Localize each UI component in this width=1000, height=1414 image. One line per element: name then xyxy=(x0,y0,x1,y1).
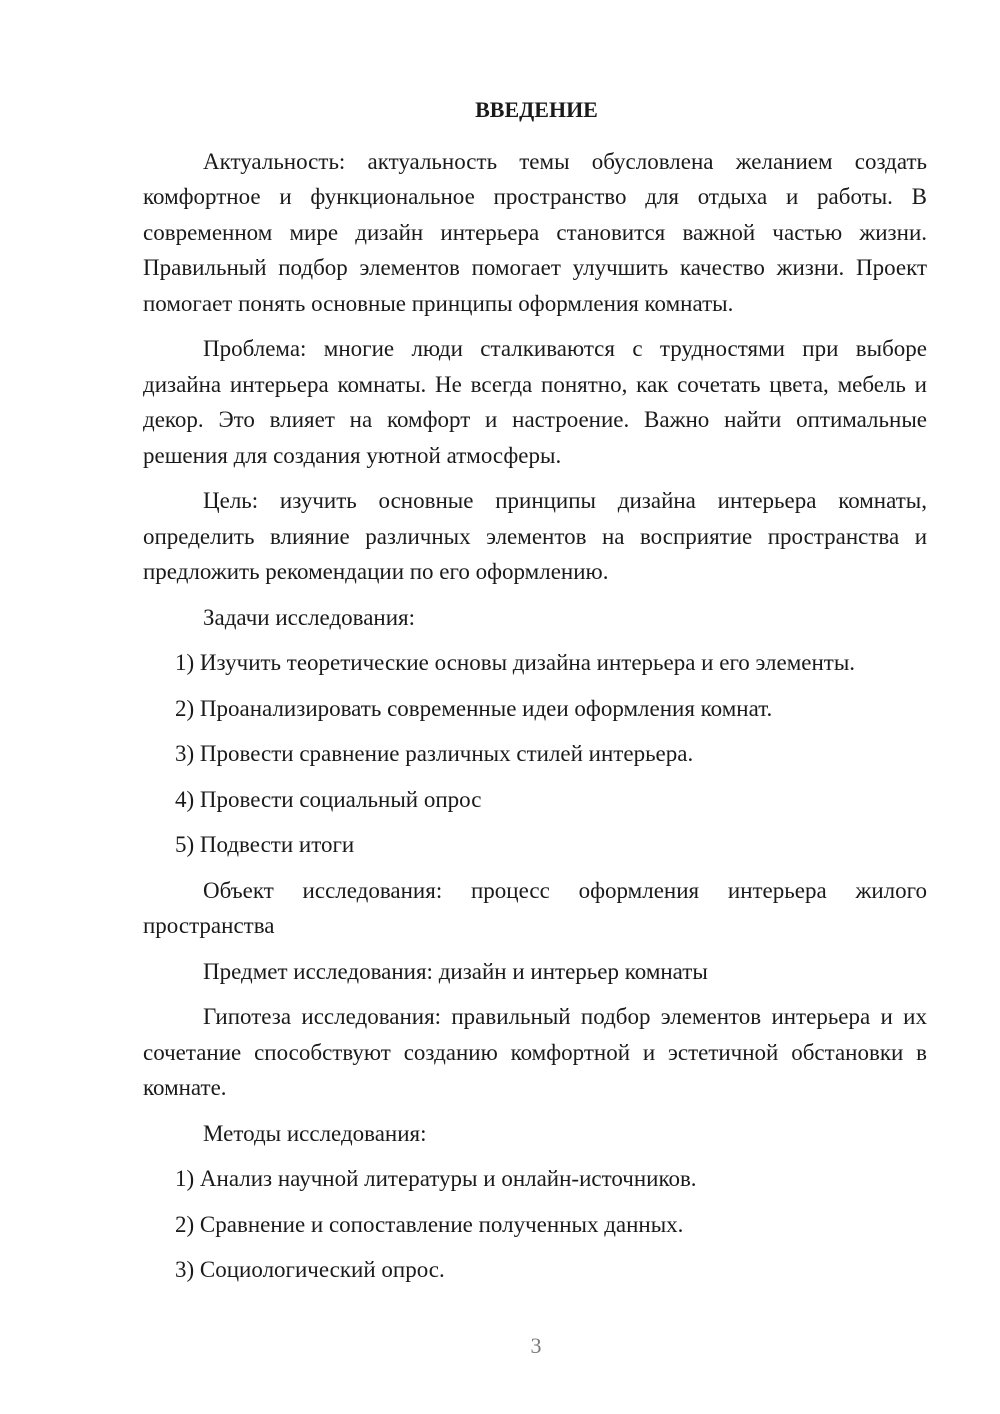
document-body xyxy=(143,92,927,1298)
method-item: 3) Социологический опрос. xyxy=(175,1257,445,1282)
section-title: ВВЕДЕНИЕ xyxy=(475,97,598,122)
method-item: 1) Анализ научной литературы и онлайн-источников. xyxy=(175,1166,697,1191)
methods-heading: Методы исследования: xyxy=(203,1120,427,1146)
method-item: 2) Сравнение и сопоставление полученных данных. xyxy=(175,1211,684,1237)
task-item: 5) Подвести итоги xyxy=(175,832,355,857)
tasks-list xyxy=(143,645,927,863)
subject-paragraph: Предмет исследования: дизайн и интерьер комнаты xyxy=(203,958,708,984)
tasks-heading: Задачи исследования: xyxy=(203,604,416,630)
task-item: 1) Изучить теоретические основы дизайна интерьера и его элементы. xyxy=(175,650,856,675)
object-paragraph: Объект исследования: процесс оформления интерьера жилого пространства xyxy=(143,877,927,938)
hypothesis-paragraph: Гипотеза исследования: правильный подбор элементов интерьера и их сочетание способствуют созданию комфортной и эстетичной обстановки в комнате. xyxy=(143,1004,927,1100)
page-number: 3 xyxy=(530,1333,542,1358)
task-item: 2) Проанализировать современные идеи оформления комнат. xyxy=(175,695,773,721)
goal-paragraph: Цель: изучить основные принципы дизайна интерьера комнаты, определить влияние различных элементов на восприятие пространства и предложить рекомендации по его оформлению. xyxy=(143,488,927,584)
problem-paragraph: Проблема: многие люди сталкиваются с трудностями при выборе дизайна интерьера комнаты. Не всегда понятно, как сочетать цвета, мебель и декор. Это влияет на комфорт и настроение. Важно найти оптимальные решения для создания уютной атмосферы. xyxy=(143,336,927,468)
relevance-paragraph: Актуальность: актуальность темы обусловлена желанием создать комфортное и функциональное пространство для отдыха и работы. В современном мире дизайн интерьера становится важной частью жизни. Правильный подбор элементов помогает улучшить качество жизни. Проект помогает понять основные принципы оформления комнаты. xyxy=(143,148,927,316)
methods-list xyxy=(143,1161,927,1288)
task-item: 3) Провести сравнение различных стилей интерьера. xyxy=(175,741,694,766)
task-item: 4) Провести социальный опрос xyxy=(175,786,482,812)
